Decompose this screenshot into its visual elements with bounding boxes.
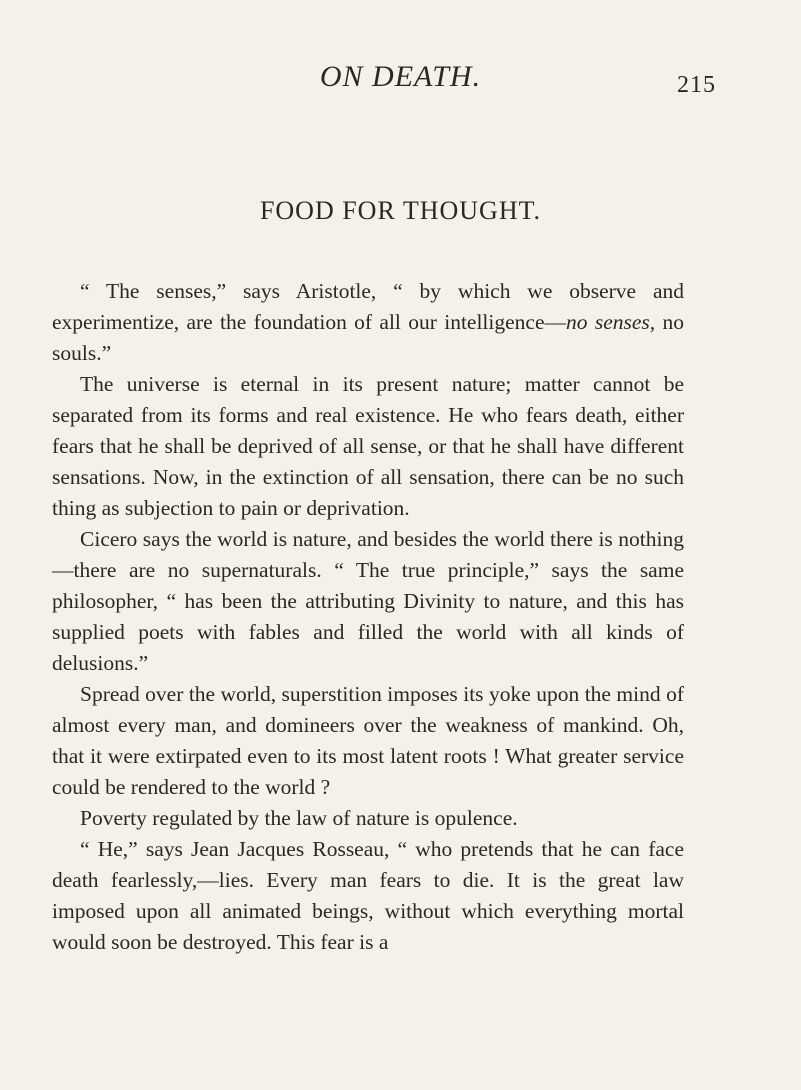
paragraph-cicero: Cicero says the world is nature, and besides the world there is nothing—there are no supernaturals. “ The true principle,” says the same philosopher, “ has been the attributing Divinity to nature, and this has supplied poets with fables and filled the world with all kinds of delusions.” (52, 527, 684, 675)
paragraph-rosseau: “ He,” says Jean Jacques Rosseau, “ who pretends that he can face death fearlessly,—lies. Every man fears to die. It is the great law imposed upon all animated beings, without which everything mortal would soon be destroyed. This fear is a (52, 837, 684, 954)
body-text (52, 276, 684, 958)
section-title: FOOD FOR THOUGHT. (259, 196, 542, 225)
italic-phrase: no senses, (566, 310, 656, 334)
running-title: ON DEATH. (319, 60, 482, 93)
paragraph-superstition: Spread over the world, superstition imposes its yoke upon the mind of almost every man, and domineers over the weakness of mankind. Oh, that it were extirpated even to its most latent roots ! What greater service could be rendered to the world ? (52, 682, 684, 799)
paragraph-universe: The universe is eternal in its present nature; matter cannot be separated from its forms and real existence. He who fears death, either fears that he shall be deprived of all sense, or that he shall have different sensations. Now, in the extinction of all sensation, there can be no such thing as subjection to pain or deprivation. (52, 372, 684, 520)
paragraph-aristotle (52, 276, 684, 369)
page-number: 215 (677, 72, 716, 98)
paragraph-poverty: Poverty regulated by the law of nature is opulence. (80, 806, 518, 830)
paragraph-aristotle-text: “ The senses,” says Aristotle, “ by which we observe and experimentize, are the foundation of all our intelligence— (52, 279, 684, 334)
paragraph-aristotle-end: no souls.” (52, 310, 685, 365)
running-head (0, 60, 801, 100)
